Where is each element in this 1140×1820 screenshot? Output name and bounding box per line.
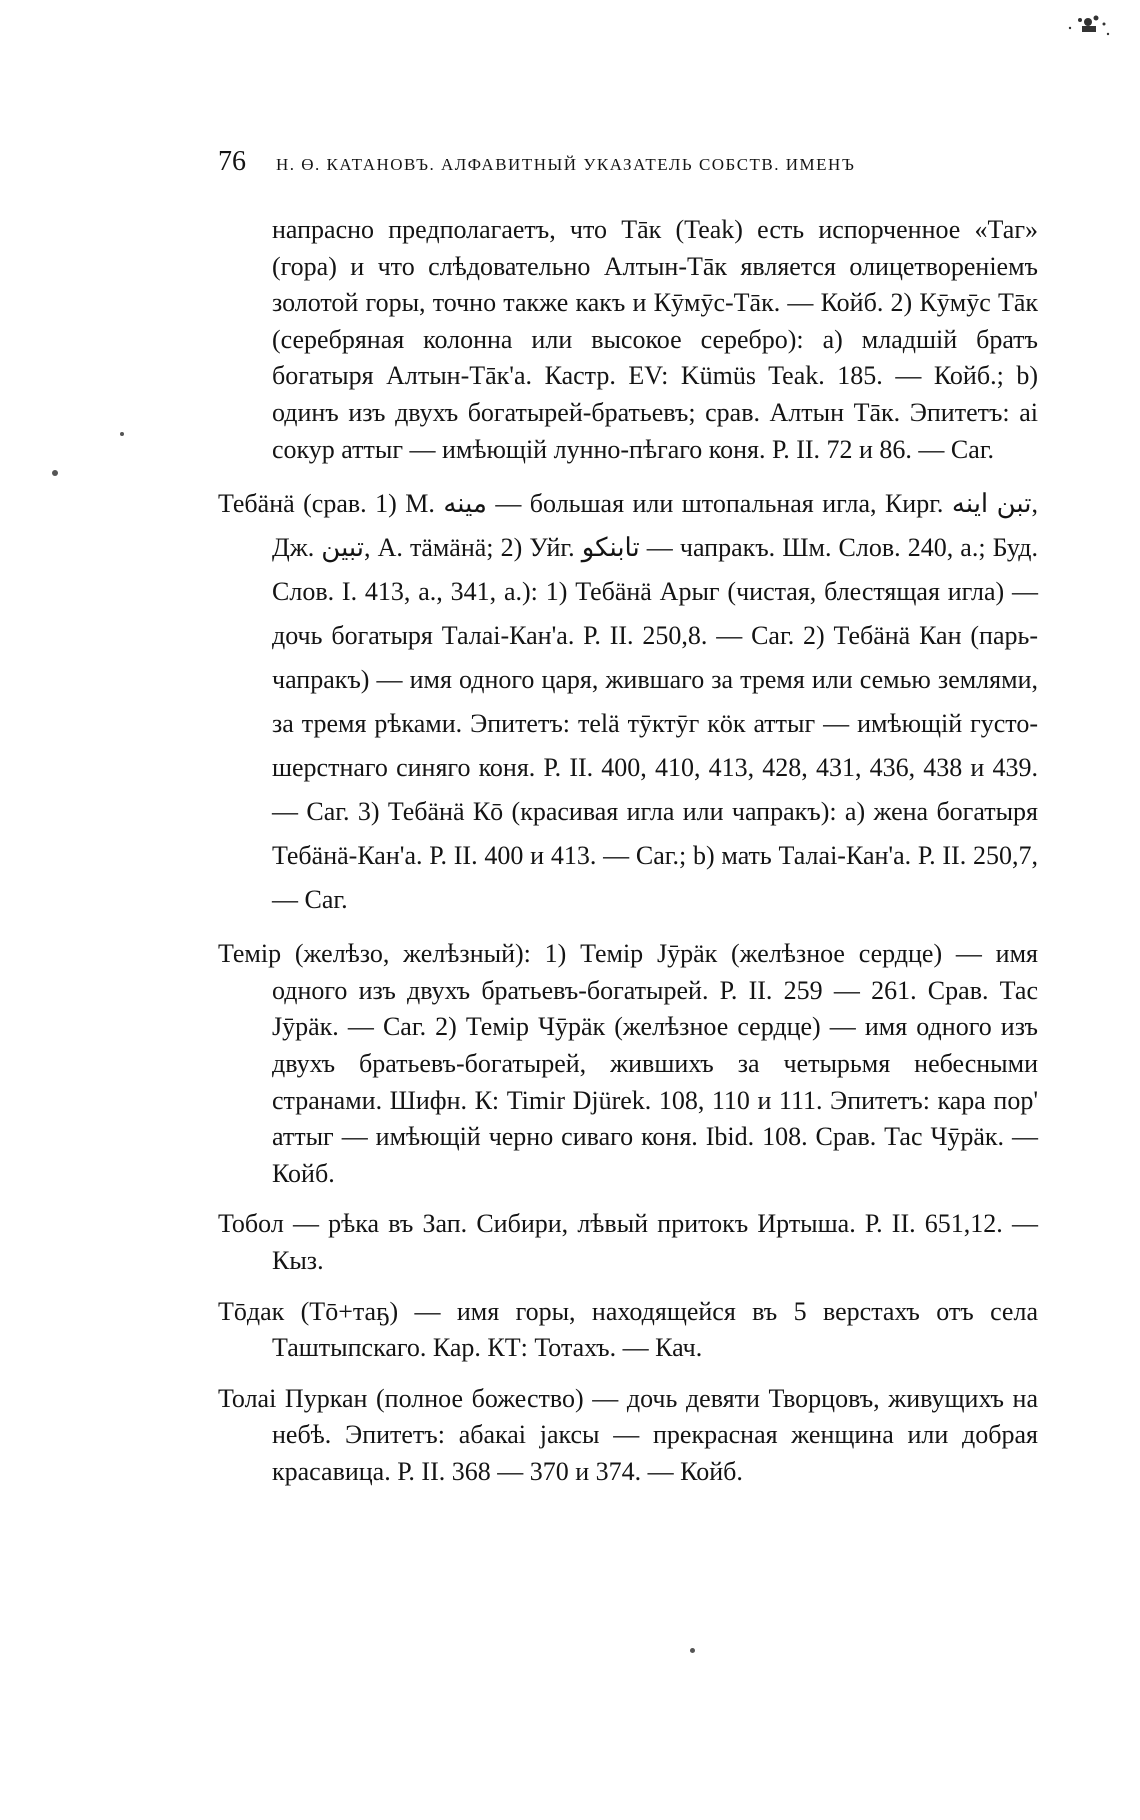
stray-ink-dot [120, 432, 124, 436]
main-text [218, 212, 1038, 1490]
page-number: 76 [218, 146, 246, 177]
entry-todak: Тōдак (Тō+таҕ) — имя горы, находящейся въ 5 верстахъ отъ села Таштыпскаго. Кар. КТ: Тотахъ. — Кач. [218, 1296, 1038, 1363]
running-header [218, 146, 1038, 178]
stray-ink-dot [690, 1648, 695, 1653]
stray-ink-dot [52, 470, 58, 476]
entry-temir: Темір (желѣзо, желѣзный): 1) Темір Јӯрӓк (желѣзное сердце) — имя одного изъ двухъ братьевъ-богатырей. Р. II. 259 — 261. Срав. Тас Јӯрӓк. — Саг. 2) Темір Чӯрӓк (желѣзное сердце) — имя одного изъ двухъ братьевъ-богатырей, жившихъ за четырьмя небесными странами. Шифн. К: Timir Djürek. 108, 110 и 111. Эпитетъ: кара пор' аттыг — имѣющій черно сиваго коня. Ibid. 108. Срав. Тас Чӯрӓк. — Койб. [218, 939, 1038, 1188]
entry-tebana: Тебӓнӓ (срав. 1) М. ﻣﯿﻨﻪ — большая или штопальная игла, Кирг. تبن اينه, Дж. تبين, А. тӓмӓнӓ; 2) Уйг. تابنكو — чапракъ. Шм. Слов. 240, а.; Буд. Слов. I. 413, а., 341, а.): 1) Тебӓнӓ Арыг (чистая, блестящая игла) — дочь богатыря Талаі-Кан'а. Р. II. 250,8. — Саг. 2) Тебӓнӓ Кан (парь-чапракъ) — имя одного царя, жившаго за тремя или семью землями, за тремя рѣками. Эпитетъ: теlӓ тӯктӯг кӧк аттыг — имѣющій густо-шерстнаго синяго коня. Р. II. 400, 410, 413, 428, 431, 436, 438 и 439. — Саг. 3) Тебӓнӓ Кō (красивая игла или чапракъ): а) жена богатыря Тебӓнӓ-Кан'а. Р. II. 400 и 413. — Саг.; b) мать Талаі-Кан'а. Р. II. 250,7, — Саг. [218, 489, 1038, 915]
continuation-paragraph: напрасно предполагаетъ, что Тāк (Teak) есть испорченное «Таг» (гора) и что слѣдовательно Алтын-Тāк является олицетвореніемъ золотой горы, точно также какъ и Кӯмӯс-Тāк. — Койб. 2) Кӯмӯс Тāк (серебряная колонна или высокое серебро): а) младшій братъ богатыря Алтын-Тāк'а. Кастр. EV: Kümüs Teak. 185. — Койб.; b) одинъ изъ двухъ богатырей-братьевъ; срав. Алтын Тāк. Эпитетъ: аі сокур аттыг — имѣющій лунно-пѣгаго коня. Р. II. 72 и 86. — Саг. [272, 215, 1038, 464]
entry-tobol: Тобол — рѣка въ Зап. Сибири, лѣвый притокъ Иртыша. Р. II. 651,12. — Кыз. [218, 1209, 1038, 1275]
running-title: Н. Ө. КАТАНОВЪ. АЛФАВИТНЫЙ УКАЗАТЕЛЬ СОБСТВ. ИМЕНЪ [276, 155, 856, 174]
entry-tolai-purkan: Толаі Пуркан (полное божество) — дочь девяти Творцовъ, живущихъ на небѣ. Эпитетъ: абакаі јаксы — прекрасная женщина или добрая красавица. Р. II. 368 — 370 и 374. — Койб. [218, 1383, 1038, 1486]
ink-blot-mark [1058, 8, 1118, 48]
